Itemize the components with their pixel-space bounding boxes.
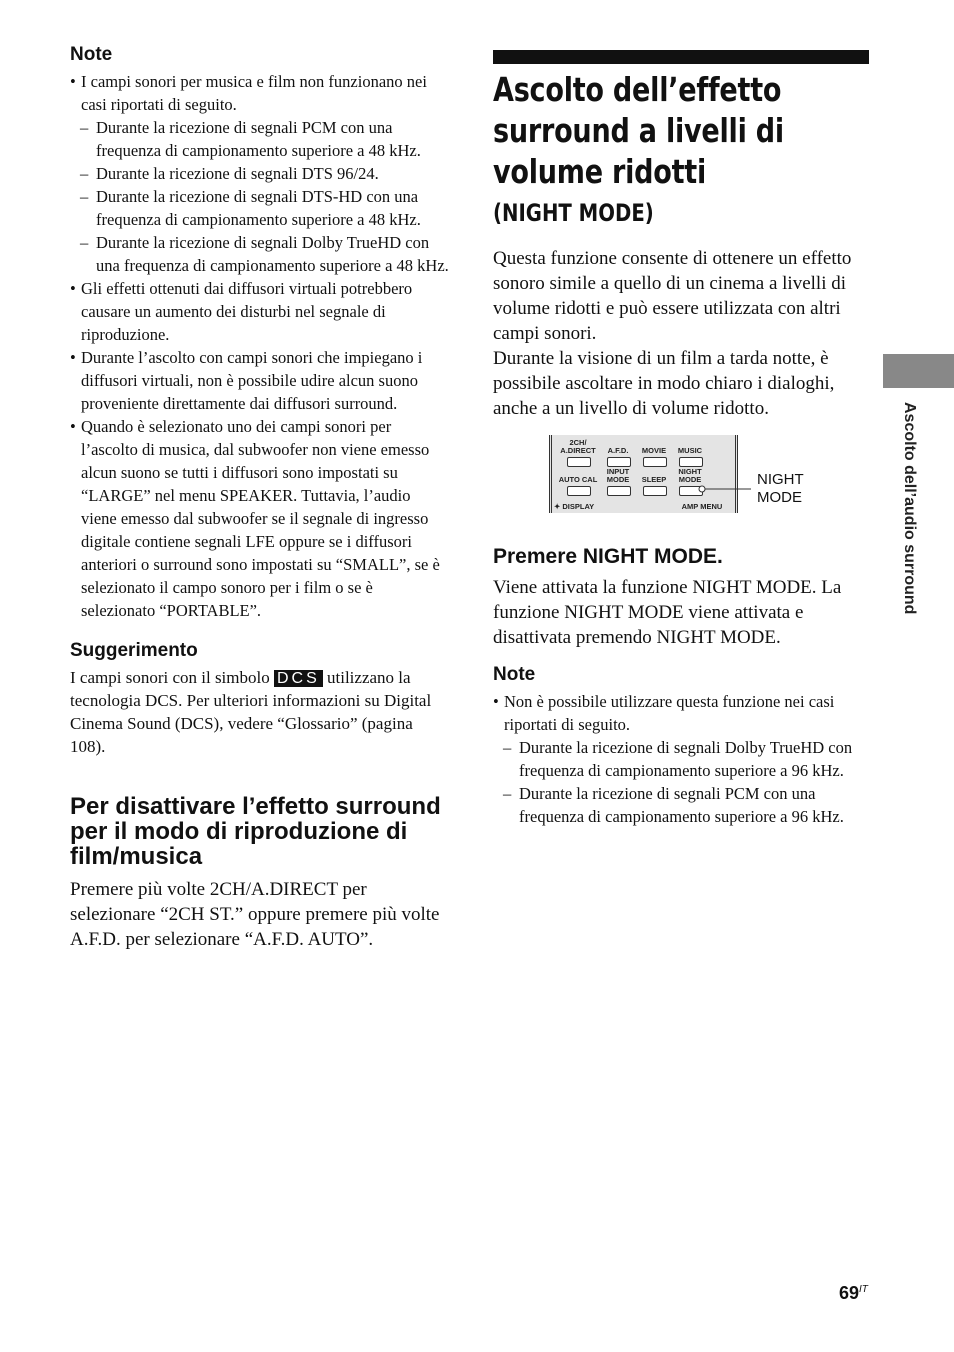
remote-label-input: INPUT MODE xyxy=(606,467,630,484)
page-number: $69^{IT}$ xyxy=(839,1283,868,1303)
remote-footer-ampmenu: AMP MENU xyxy=(681,502,723,511)
section-heading: Per disattivare l’effetto surround per il modo di riproduzione di film/musica xyxy=(70,793,441,870)
note-item: • Durante l’ascolto con campi sonori che impiegano i diffusori virtuali, non è possibile udire alcun suono proveniente direttamente dai diffusori surround. xyxy=(70,346,450,415)
note-item: • Gli effetti ottenuti dai diffusori virtuali potrebbero causare un aumento dei disturbi nel segnale di riproduzione. xyxy=(70,277,450,346)
title-rule xyxy=(493,50,869,64)
note-item: • I campi sonori per musica e film non funzionano nei casi riportati di seguito. – Durante la ricezione di segnali PCM con una frequenza di campionamento superiore a 48 kHz. – Durante la ricezione di segnali DTS 96/24. – Durante la ricezione di segnali DTS-HD con una frequenza di campionamento superiore a 48 kHz. – Durante la ricezione di segnali Dolby TrueHD con una frequenza di campionamento superiore a 48 kHz. xyxy=(70,70,450,277)
note-case: – Durante la ricezione di segnali DTS 96/24. xyxy=(70,162,450,185)
remote-label-music: MUSIC xyxy=(677,446,703,455)
note-case-list xyxy=(70,116,450,277)
note-heading: Note xyxy=(70,44,113,65)
right-column xyxy=(493,50,871,828)
note-item: • Quando è selezionato uno dei campi sonori per l’ascolto di musica, dal subwoofer non viene emesso alcun suono se tutti i diffusori sono impostati su “LARGE” nel menu SPEAKER. Tuttavia, l’audio viene emesso dal subwoofer se il segnale di ingresso digitale contiene segnali LFE oppure se i diffusori anteriori o surround sono impostati su “SMALL”, se è selezionato il campo sonoro per i film o se è selezionato “PORTABLE”. xyxy=(70,415,450,622)
note-case: – Durante la ricezione di segnali Dolby TrueHD con una frequenza di campionamento superiore a 48 kHz. xyxy=(70,231,450,277)
note-case-list xyxy=(493,736,871,828)
tip-heading: Suggerimento xyxy=(70,640,198,661)
remote-label-movie: MOVIE xyxy=(641,446,667,455)
remote-footer-display: ✦ DISPLAY xyxy=(554,502,595,511)
note-case: – Durante la ricezione di segnali DTS-HD con una frequenza di campionamento superiore a 48 kHz. xyxy=(70,185,450,231)
note-list-right xyxy=(493,690,871,828)
step-heading: Premere NIGHT MODE. xyxy=(493,545,723,568)
note-list xyxy=(70,70,450,622)
left-column xyxy=(70,44,450,952)
note-heading-right: Note xyxy=(493,664,536,685)
note-case: – Durante la ricezione di segnali PCM con una frequenza di campionamento superiore a 96 kHz. xyxy=(493,782,871,828)
intro-paragraph-2: Durante la visione di un film a tarda notte, è possibile ascoltare in modo chiaro i dialoghi, anche a un livello di volume ridotto. xyxy=(493,348,835,419)
tip-text: I campi sonori con il simbolo DCS utilizzano la tecnologia DCS. Per ulteriori informazioni su Digital Cinema Sound (DCS), vedere “Glossario” (pagina 108). xyxy=(70,668,432,756)
intro-paragraph-1: Questa funzione consente di ottenere un effetto sonoro simile a quello di un cinema a livelli di volume ridotti e può essere utilizzata con altri campi sonori. xyxy=(493,248,852,344)
remote-label-afd: A.F.D. xyxy=(607,446,629,455)
side-tab-label: Ascolto dell’audio surround xyxy=(901,402,918,615)
remote-label-2ch: 2CH/ A.DIRECT xyxy=(560,438,596,455)
page-subtitle: (NIGHT MODE) xyxy=(493,199,654,227)
page-title: Ascolto dell’effetto surround a livelli di volume ridotti xyxy=(493,70,784,191)
side-tab-marker xyxy=(883,354,954,388)
dcs-symbol: DCS xyxy=(274,670,323,687)
section-body: Premere più volte 2CH/A.DIRECT per selezionare “2CH ST.” oppure premere più volte A.F.D. per selezionare “A.F.D. AUTO”. xyxy=(70,879,440,950)
note-case: – Durante la ricezione di segnali PCM con una frequenza di campionamento superiore a 48 kHz. xyxy=(70,116,450,162)
note-case: – Durante la ricezione di segnali Dolby TrueHD con frequenza di campionamento superiore a 96 kHz. xyxy=(493,736,871,782)
remote-label-autocal: AUTO CAL xyxy=(558,475,598,484)
night-mode-callout: NIGHT MODE xyxy=(757,471,804,506)
remote-label-night: NIGHT MODE xyxy=(678,467,702,484)
page-suffix: IT xyxy=(859,1284,868,1295)
remote-illustration xyxy=(493,435,813,517)
note-item: • Non è possibile utilizzare questa funzione nei casi riportati di seguito. – Durante la ricezione di segnali Dolby TrueHD con frequenza di campionamento superiore a 96 kHz. – Durante la ricezione di segnali PCM con una frequenza di campionamento superiore a 96 kHz. xyxy=(493,690,871,828)
step-body: Viene attivata la funzione NIGHT MODE. La funzione NIGHT MODE viene attivata e disattivata premendo NIGHT MODE. xyxy=(493,577,842,648)
remote-label-sleep: SLEEP xyxy=(641,475,667,484)
